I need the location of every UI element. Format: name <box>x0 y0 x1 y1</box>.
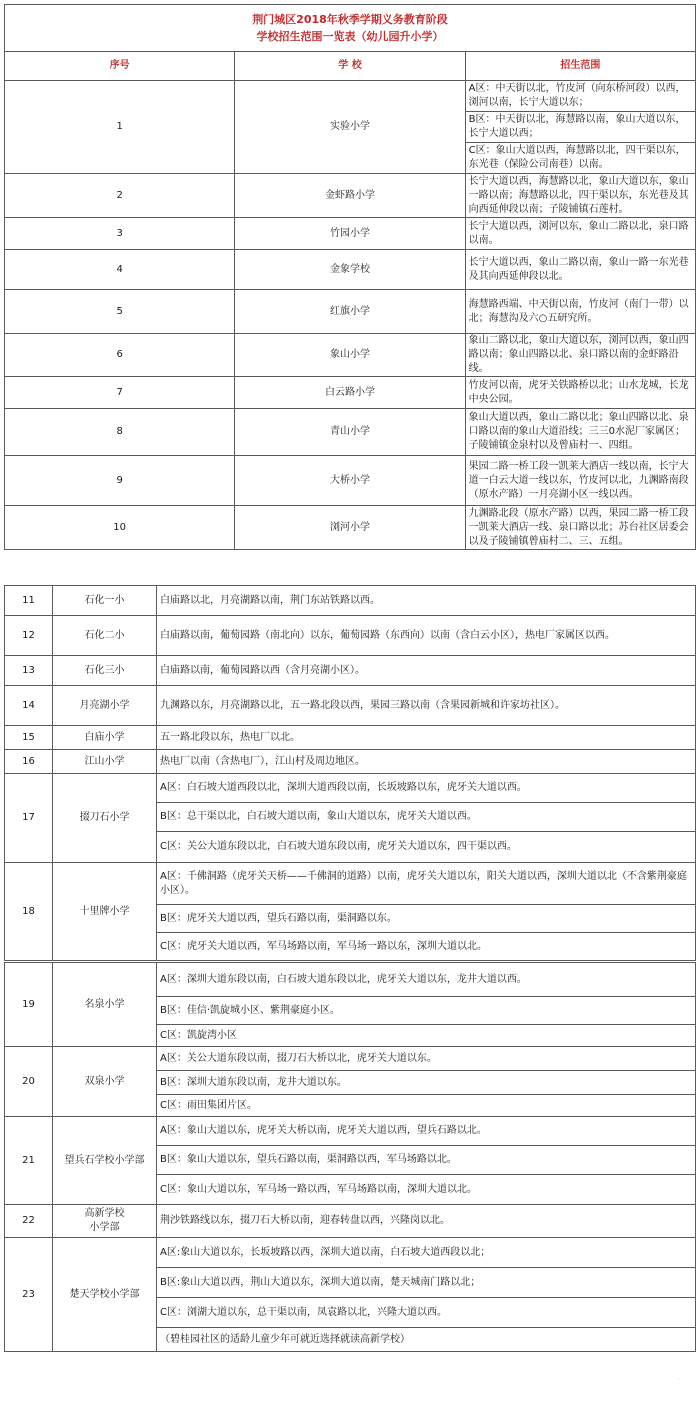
title-line-2: 学校招生范围一览表（幼儿园升小学） <box>256 30 444 43</box>
enrollment-table-part3 <box>4 962 696 1352</box>
enrollment-range: 海慧路西端、中天街以南，竹皮河（南门一带）以北；海慧沟及六○五研究所。 <box>465 290 695 334</box>
enrollment-range: 白庙路以北，月亮湖路以南，荆门东站铁路以西。 <box>157 586 696 616</box>
enrollment-range: A区：中天街以北，竹皮河（向东桥河段）以西，浏河以南，长宁大道以东； <box>465 81 695 112</box>
enrollment-range: 长宁大道以西，海慧路以北，象山大道以东，象山一路以南；海慧路以北，四干渠以东，东光巷及其向西延伸段以南；子陵铺镇石莲村。 <box>465 174 695 218</box>
enrollment-range: A区:象山大道以东，长坂坡路以西，深圳大道以南，白石坡大道西段以北； <box>157 1238 696 1268</box>
table-row <box>5 863 696 905</box>
row-number: 10 <box>5 506 235 550</box>
school-name: 名泉小学 <box>53 963 157 1047</box>
enrollment-range: 九渊路以东，月亮湖路以北，五一路北段以西，果园三路以南（含果园新城和许家坊社区）。 <box>157 686 696 726</box>
table-row <box>5 1238 696 1268</box>
enrollment-range: 长宁大道以西，象山二路以南，象山一路一东光巷及其向西延伸段以北。 <box>465 250 695 290</box>
enrollment-range: B区：深圳大道东段以南，龙井大道以东。 <box>157 1071 696 1095</box>
enrollment-range: 长宁大道以西，浏河以东，象山二路以北，泉口路以南。 <box>465 218 695 250</box>
row-number: 23 <box>5 1238 53 1352</box>
enrollment-range: C区：象山大道以东，军马场一路以西，军马场路以南，深圳大道以北。 <box>157 1175 696 1205</box>
row-number: 7 <box>5 377 235 409</box>
enrollment-range: 竹皮河以南，虎牙关铁路桥以北；山水龙城，长龙中央公园。 <box>465 377 695 409</box>
enrollment-range: C区：象山大道以西，海慧路以北，四干渠以东，东光巷（保险公司南巷）以南。 <box>465 143 695 174</box>
enrollment-range: 白庙路以南，葡萄园路以西（含月亮湖小区）。 <box>157 656 696 686</box>
enrollment-table-part1 <box>4 4 696 550</box>
column-header-school: 学 校 <box>235 52 465 81</box>
school-name: 月亮湖小学 <box>53 686 157 726</box>
enrollment-range: 象山二路以北，象山大道以东，浏河以西，象山四路以南；象山四路以北、泉口路以南的金虾路沿线。 <box>465 334 695 377</box>
enrollment-range: 热电厂以南（含热电厂），江山村及周边地区。 <box>157 750 696 774</box>
enrollment-range: A区：深圳大道东段以南，白石坡大道东段以北，虎牙关大道以东，龙井大道以西。 <box>157 963 696 997</box>
table-row <box>5 250 696 290</box>
school-name: 楚天学校小学部 <box>53 1238 157 1352</box>
school-name: 望兵石学校小学部 <box>53 1117 157 1205</box>
school-name: 象山小学 <box>235 334 465 377</box>
row-number: 4 <box>5 250 235 290</box>
school-name: 金虾路小学 <box>235 174 465 218</box>
row-number: 15 <box>5 726 53 750</box>
enrollment-range: C区：浏湖大道以东，总干渠以南，凤袁路以北，兴隆大道以西。 <box>157 1298 696 1328</box>
enrollment-range: 白庙路以南，葡萄园路（南北向）以东，葡萄园路（东西向）以南（含白云小区），热电厂家属区以西。 <box>157 616 696 656</box>
row-number: 13 <box>5 656 53 686</box>
enrollment-range: B区：总干渠以北，白石坡大道以南，象山大道以东，虎牙关大道以西。 <box>157 803 696 832</box>
table-row <box>5 1047 696 1071</box>
enrollment-table-part2 <box>4 585 696 961</box>
school-name: 金象学校 <box>235 250 465 290</box>
table-row <box>5 963 696 997</box>
row-number: 5 <box>5 290 235 334</box>
school-name: 白庙小学 <box>53 726 157 750</box>
school-name: 红旗小学 <box>235 290 465 334</box>
row-number: 14 <box>5 686 53 726</box>
school-name: 江山小学 <box>53 750 157 774</box>
table-row <box>5 774 696 803</box>
table-row <box>5 1205 696 1238</box>
school-name: 青山小学 <box>235 409 465 456</box>
row-number: 12 <box>5 616 53 656</box>
enrollment-range: A区：千佛洞路（虎牙关天桥——千佛洞的道路）以南，虎牙关大道以东，阳关大道以西，深圳大道以北（不含紫荆豪庭小区）。 <box>157 863 696 905</box>
table-row <box>5 686 696 726</box>
enrollment-range: 九渊路北段（原水产路）以西，果园二路一桥工段一凯莱大酒店一线、泉口路以北；苏台社区居委会以及子陵铺镇曾庙村二、三、五组。 <box>465 506 695 550</box>
table-row <box>5 506 696 550</box>
enrollment-range: 果园二路一桥工段一凯莱大酒店一线以南，长宁大道一白云大道一线以东，竹皮河以北，九渊路南段（原水产路）一月亮湖小区一线以西。 <box>465 456 695 506</box>
enrollment-range: C区：凯旋湾小区 <box>157 1025 696 1047</box>
school-name: 浏河小学 <box>235 506 465 550</box>
school-name: 石化三小 <box>53 656 157 686</box>
column-header-number: 序号 <box>5 52 235 81</box>
table-title <box>5 5 696 52</box>
table-row <box>5 290 696 334</box>
row-number: 19 <box>5 963 53 1047</box>
enrollment-range: B区:象山大道以西，荆山大道以东，深圳大道以南，楚天城南门路以北； <box>157 1268 696 1298</box>
row-number: 6 <box>5 334 235 377</box>
enrollment-range: （碧桂园社区的适龄儿童少年可就近选择就读高新学校） <box>157 1328 696 1352</box>
row-number: 17 <box>5 774 53 863</box>
school-name: 双泉小学 <box>53 1047 157 1117</box>
school-name: 十里牌小学 <box>53 863 157 961</box>
enrollment-range: A区：关公大道东段以南，掇刀石大桥以北，虎牙关大道以东。 <box>157 1047 696 1071</box>
row-number: 18 <box>5 863 53 961</box>
enrollment-range: A区：象山大道以东，虎牙关大桥以南，虎牙关大道以西，望兵石路以北。 <box>157 1117 696 1146</box>
table-row <box>5 81 696 112</box>
row-number: 11 <box>5 586 53 616</box>
column-header-range: 招生范围 <box>465 52 695 81</box>
table-row <box>5 377 696 409</box>
row-number: 1 <box>5 81 235 174</box>
row-number: 20 <box>5 1047 53 1117</box>
table-row <box>5 1117 696 1146</box>
table-row <box>5 218 696 250</box>
row-number: 9 <box>5 456 235 506</box>
school-name: 石化一小 <box>53 586 157 616</box>
school-name: 实验小学 <box>235 81 465 174</box>
school-name: 掇刀石小学 <box>53 774 157 863</box>
school-name: 竹园小学 <box>235 218 465 250</box>
enrollment-range: 荆沙铁路线以东，掇刀石大桥以南，迎春转盘以西，兴隆岗以北。 <box>157 1205 696 1238</box>
enrollment-range: C区：雨田集团片区。 <box>157 1095 696 1117</box>
enrollment-range: C区：虎牙关大道以西，军马场路以南，军马场一路以东，深圳大道以北。 <box>157 933 696 961</box>
row-number: 3 <box>5 218 235 250</box>
enrollment-range: B区：中天街以北，海慧路以南，象山大道以东，长宁大道以西； <box>465 112 695 143</box>
watermark: · <box>676 1372 682 1386</box>
enrollment-range: 象山大道以西，象山二路以北；象山四路以北、泉口路以南的象山大道沿线；三三0水泥厂家属区；子陵铺镇金泉村以及曾庙村一、四组。 <box>465 409 695 456</box>
school-name: 高新学校 小学部 <box>53 1205 157 1238</box>
table-row <box>5 456 696 506</box>
school-name: 石化二小 <box>53 616 157 656</box>
enrollment-range: B区：佳信·凯旋城小区、紫荆豪庭小区。 <box>157 997 696 1025</box>
row-number: 2 <box>5 174 235 218</box>
enrollment-range: B区：虎牙关大道以西，望兵石路以南，渠洞路以东。 <box>157 905 696 933</box>
enrollment-range: C区：关公大道东段以北，白石坡大道东段以南，虎牙关大道以东，四干渠以西。 <box>157 832 696 863</box>
row-number: 8 <box>5 409 235 456</box>
row-number: 16 <box>5 750 53 774</box>
row-number: 22 <box>5 1205 53 1238</box>
table-row <box>5 656 696 686</box>
table-row <box>5 409 696 456</box>
school-name: 大桥小学 <box>235 456 465 506</box>
school-name: 白云路小学 <box>235 377 465 409</box>
header-row <box>5 52 696 81</box>
table-row <box>5 334 696 377</box>
title-line-1: 荆门城区2018年秋季学期义务教育阶段 <box>252 13 448 26</box>
enrollment-range: B区：象山大道以东，望兵石路以南，渠洞路以西，军马场路以北。 <box>157 1146 696 1175</box>
enrollment-range: 五一路北段以东，热电厂以北。 <box>157 726 696 750</box>
table-row <box>5 174 696 218</box>
table-row <box>5 726 696 750</box>
enrollment-range: A区：白石坡大道西段以北，深圳大道西段以南，长坂坡路以东，虎牙关大道以西。 <box>157 774 696 803</box>
table-row <box>5 586 696 616</box>
table-row <box>5 750 696 774</box>
table-row <box>5 616 696 656</box>
row-number: 21 <box>5 1117 53 1205</box>
